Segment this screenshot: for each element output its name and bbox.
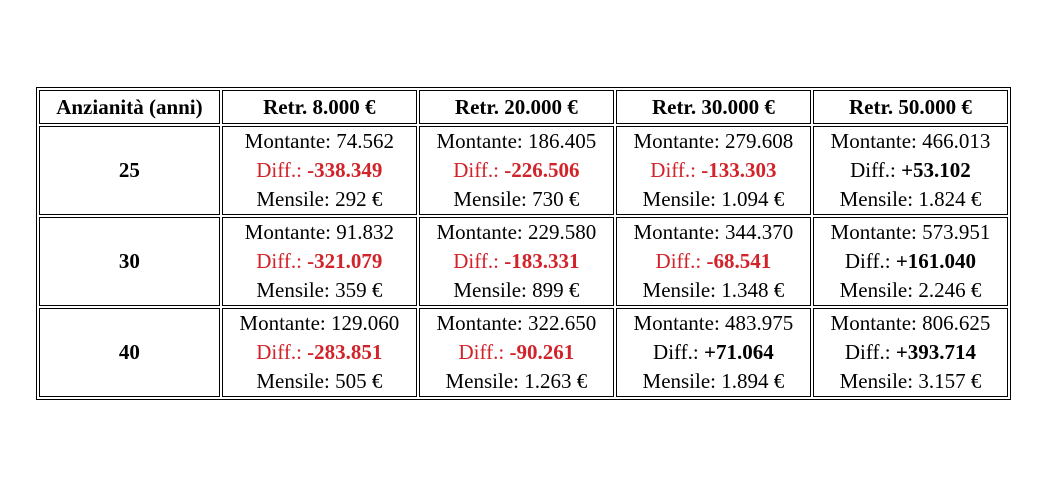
montante-value: 344.370 <box>725 220 794 244</box>
pension-result-cell <box>616 126 811 215</box>
montante-line <box>223 127 416 156</box>
mensile-value: 1.348 € <box>721 278 785 302</box>
mensile-label: Mensile: <box>642 278 722 302</box>
montante-line <box>223 218 416 247</box>
pension-result-cell <box>813 308 1008 397</box>
mensile-line <box>420 367 613 396</box>
diff-value: -68.541 <box>706 249 772 273</box>
montante-value: 229.580 <box>528 220 597 244</box>
montante-label: Montante: <box>436 129 529 153</box>
mensile-label: Mensile: <box>445 369 525 393</box>
pension-result-cell <box>419 217 614 306</box>
pension-comparison-table <box>36 87 1011 400</box>
pension-result-cell <box>616 308 811 397</box>
diff-line <box>617 338 810 367</box>
diff-value: -90.261 <box>509 340 575 364</box>
montante-line <box>420 127 613 156</box>
montante-value: 806.625 <box>922 311 991 335</box>
mensile-line <box>223 276 416 305</box>
mensile-value: 899 € <box>532 278 580 302</box>
header-salary-50000: Retr. 50.000 € <box>813 90 1008 124</box>
mensile-label: Mensile: <box>839 187 919 211</box>
montante-value: 483.975 <box>725 311 794 335</box>
mensile-value: 292 € <box>335 187 383 211</box>
pension-result-cell <box>813 217 1008 306</box>
montante-line <box>420 218 613 247</box>
montante-value: 279.608 <box>725 129 794 153</box>
montante-label: Montante: <box>830 311 923 335</box>
mensile-line <box>617 185 810 214</box>
mensile-line <box>617 367 810 396</box>
diff-line <box>617 156 810 185</box>
montante-value: 91.832 <box>336 220 394 244</box>
montante-label: Montante: <box>633 129 726 153</box>
diff-value: -321.079 <box>307 249 383 273</box>
mensile-line <box>420 276 613 305</box>
mensile-line <box>223 367 416 396</box>
mensile-line <box>814 185 1007 214</box>
diff-value: -226.506 <box>504 158 580 182</box>
montante-line <box>223 309 416 338</box>
pension-result-cell <box>222 126 417 215</box>
diff-label: Diff.: <box>453 158 505 182</box>
diff-value: -338.349 <box>307 158 383 182</box>
pension-table-container <box>36 87 1011 400</box>
mensile-label: Mensile: <box>642 369 722 393</box>
mensile-value: 730 € <box>532 187 580 211</box>
diff-value: +393.714 <box>895 340 977 364</box>
diff-label: Diff.: <box>256 158 308 182</box>
montante-label: Montante: <box>244 220 337 244</box>
mensile-value: 2.246 € <box>918 278 982 302</box>
header-salary-30000: Retr. 30.000 € <box>616 90 811 124</box>
diff-label: Diff.: <box>453 249 505 273</box>
montante-line <box>814 309 1007 338</box>
seniority-years-cell: 30 <box>39 217 220 306</box>
seniority-years-cell: 40 <box>39 308 220 397</box>
diff-line <box>420 338 613 367</box>
header-salary-20000: Retr. 20.000 € <box>419 90 614 124</box>
table-row <box>39 308 1008 397</box>
montante-value: 573.951 <box>922 220 991 244</box>
diff-line <box>223 338 416 367</box>
montante-label: Montante: <box>244 129 337 153</box>
diff-label: Diff.: <box>653 340 704 364</box>
pension-result-cell <box>616 217 811 306</box>
mensile-label: Mensile: <box>256 187 336 211</box>
table-body <box>39 126 1008 397</box>
pension-result-cell <box>222 217 417 306</box>
pension-result-cell <box>813 126 1008 215</box>
diff-label: Diff.: <box>256 249 308 273</box>
diff-value: +161.040 <box>895 249 977 273</box>
mensile-value: 1.094 € <box>721 187 785 211</box>
mensile-line <box>617 276 810 305</box>
diff-value: +71.064 <box>704 340 774 364</box>
seniority-years-cell: 25 <box>39 126 220 215</box>
table-row <box>39 217 1008 306</box>
mensile-label: Mensile: <box>839 369 919 393</box>
pension-result-cell <box>419 126 614 215</box>
montante-label: Montante: <box>830 129 923 153</box>
diff-line <box>420 247 613 276</box>
diff-line <box>223 247 416 276</box>
mensile-label: Mensile: <box>256 369 336 393</box>
diff-line <box>223 156 416 185</box>
diff-value: +53.102 <box>901 158 971 182</box>
mensile-line <box>223 185 416 214</box>
montante-label: Montante: <box>239 311 331 335</box>
diff-label: Diff.: <box>256 340 308 364</box>
diff-label: Diff.: <box>844 340 896 364</box>
montante-line <box>617 127 810 156</box>
diff-value: -183.331 <box>504 249 580 273</box>
montante-label: Montante: <box>633 311 726 335</box>
mensile-value: 1.263 € <box>524 369 588 393</box>
montante-label: Montante: <box>830 220 923 244</box>
montante-value: 74.562 <box>336 129 394 153</box>
mensile-label: Mensile: <box>642 187 722 211</box>
diff-label: Diff.: <box>850 158 902 182</box>
montante-line <box>617 218 810 247</box>
table-row <box>39 126 1008 215</box>
header-seniority: Anzianità (anni) <box>39 90 220 124</box>
montante-line <box>814 127 1007 156</box>
pension-result-cell <box>419 308 614 397</box>
diff-line <box>814 247 1007 276</box>
montante-value: 129.060 <box>330 311 400 335</box>
montante-label: Montante: <box>436 311 529 335</box>
mensile-value: 359 € <box>335 278 383 302</box>
montante-label: Montante: <box>633 220 726 244</box>
montante-label: Montante: <box>436 220 529 244</box>
montante-value: 322.650 <box>528 311 597 335</box>
diff-line <box>420 156 613 185</box>
montante-line <box>617 309 810 338</box>
diff-line <box>617 247 810 276</box>
mensile-line <box>420 185 613 214</box>
mensile-line <box>814 367 1007 396</box>
diff-line <box>814 338 1007 367</box>
mensile-value: 1.824 € <box>918 187 982 211</box>
mensile-label: Mensile: <box>453 278 533 302</box>
mensile-label: Mensile: <box>256 278 336 302</box>
mensile-line <box>814 276 1007 305</box>
montante-value: 466.013 <box>922 129 991 153</box>
mensile-label: Mensile: <box>839 278 919 302</box>
montante-line <box>420 309 613 338</box>
mensile-label: Mensile: <box>453 187 533 211</box>
montante-value: 186.405 <box>528 129 597 153</box>
diff-label: Diff.: <box>458 340 510 364</box>
mensile-value: 3.157 € <box>918 369 982 393</box>
mensile-value: 505 € <box>335 369 383 393</box>
diff-value: -133.303 <box>701 158 777 182</box>
diff-line <box>814 156 1007 185</box>
header-salary-8000: Retr. 8.000 € <box>222 90 417 124</box>
header-row <box>39 90 1008 124</box>
diff-value: -283.851 <box>307 340 383 364</box>
diff-label: Diff.: <box>650 158 702 182</box>
montante-line <box>814 218 1007 247</box>
pension-result-cell <box>222 308 417 397</box>
diff-label: Diff.: <box>655 249 707 273</box>
diff-label: Diff.: <box>844 249 896 273</box>
mensile-value: 1.894 € <box>721 369 785 393</box>
